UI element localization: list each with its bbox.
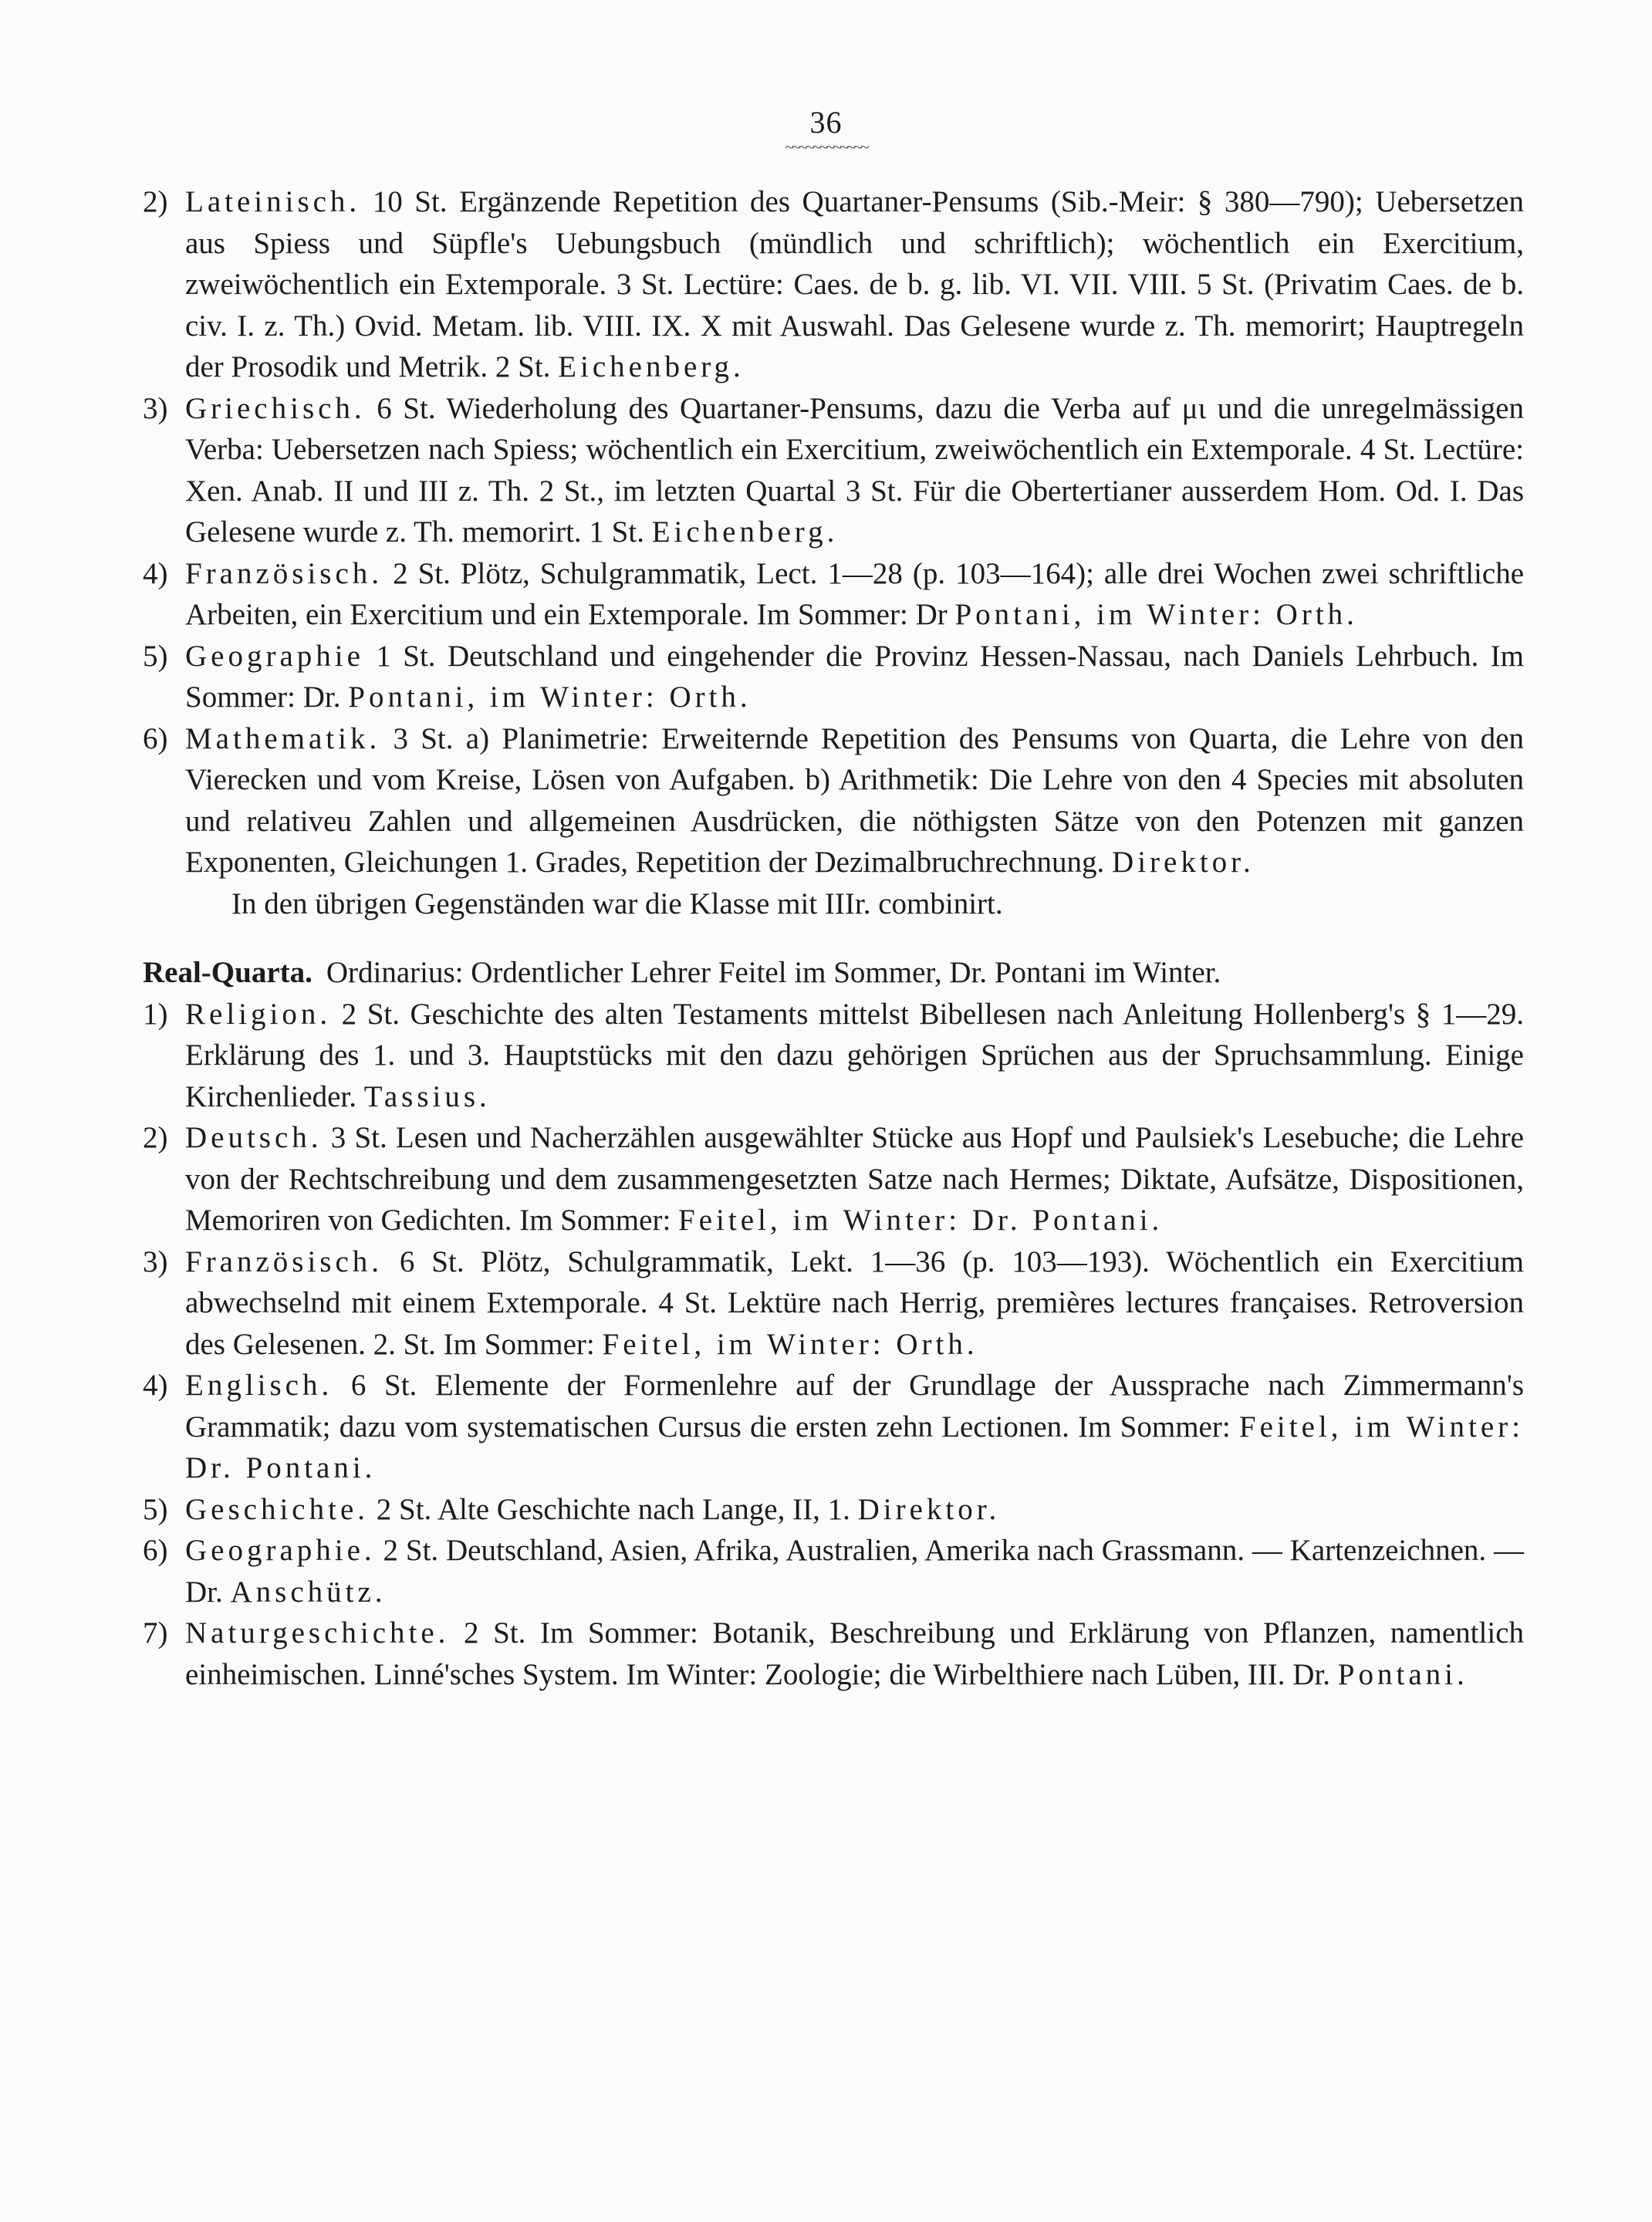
item-text: 10 St. Ergänzende Repetition des Quartaner-Pensums (Sib.-Meir: § 380—790); Uebersetzen aus Spiess und Süpfle's Uebungsbuch (mündlich und schriftlich); wöchentlich ein Exercitium, zweiwöchentlich ein Extemporale. 3 St. Lectüre: Caes. de b. g. lib. VI. VII. VIII. 5 St. (Privatim Caes. de b. civ. I. z. Th.) Ovid. Metam. lib. VIII. IX. X mit Auswahl. Das Gelesene wurde z. Th. memorirt; Hauptregeln der Prosodik und Metrik. 2 St. <box>185 185 1524 383</box>
item-teacher: Pontani. <box>1337 1657 1468 1691</box>
item-number: 7) <box>143 1616 168 1650</box>
item-text: 6 St. Elemente der Formenlehre auf der Grundlage der Aussprache nach Zimmermann's Grammatik; dazu vom systematischen Cursus die ersten zehn Lectionen. Im Sommer: <box>185 1369 1524 1444</box>
item-teacher: Direktor. <box>857 1492 1001 1526</box>
item-teacher: Pontani, im Winter: Orth. <box>348 680 752 714</box>
list-item <box>143 1241 1524 1366</box>
item-subject: Mathematik. <box>185 721 381 755</box>
item-subject: Naturgeschichte. <box>185 1616 450 1650</box>
item-subject: Geschichte. <box>185 1492 370 1526</box>
item-subject: Englisch. <box>185 1369 333 1402</box>
closing-note: In den übrigen Gegenständen war die Klasse mit IIIr. combinirt. <box>231 886 1003 920</box>
item-text: 2 St. Im Sommer: Botanik, Beschreibung und Erklärung von Pflanzen, namentlich einheimischen. Linné'sches System. Im Winter: Zoologie; die Wirbelthiere nach Lüben, III. Dr. <box>185 1616 1524 1691</box>
item-teacher: Anschütz. <box>230 1575 387 1609</box>
list-item <box>143 553 1524 636</box>
list-item <box>143 1530 1524 1612</box>
item-subject: Deutsch. <box>185 1121 323 1154</box>
item-text: 2 St. Alte Geschichte nach Lange, II, 1. <box>369 1492 858 1526</box>
item-subject: Griechisch. <box>185 391 366 425</box>
list-item <box>143 1489 1524 1531</box>
list-item <box>143 636 1524 718</box>
item-number: 6) <box>143 1534 168 1567</box>
item-number: 4) <box>143 1369 168 1402</box>
item-teacher: Feitel, im Winter: Dr. Pontani. <box>678 1204 1164 1237</box>
list-item <box>143 1117 1524 1241</box>
item-number: 3) <box>143 391 168 425</box>
list-item <box>143 1612 1524 1695</box>
item-subject: Geographie <box>185 639 364 673</box>
item-text: 3 St. Lesen und Nacherzählen ausgewählter Stücke aus Hopf und Paulsiek's Lesebuche; die Lehre von der Rechtschreibung und dem zusammengesetzten Satze nach Hermes; Diktate, Aufsätze, Dispositionen, Memoriren von Gedichten. Im Sommer: <box>185 1121 1524 1237</box>
item-subject: Religion. <box>185 997 332 1031</box>
item-number: 2) <box>143 185 168 218</box>
item-teacher: Feitel, im Winter: Dr. Pontani. <box>185 1410 1524 1484</box>
item-number: 5) <box>143 1492 168 1526</box>
item-number: 5) <box>143 639 168 673</box>
section-title: Real-Quarta. <box>143 956 312 989</box>
item-teacher: Pontani, im Winter: Orth. <box>954 598 1358 631</box>
item-text: 6 St. Wiederholung des Quartaner-Pensums, dazu die Verba auf μι und die unregelmässigen Verba: Uebersetzen nach Spiess; wöchentlich ein Exercitium, zweiwöchentlich ein Extemporale. 4 St. Lectüre: Xen. Anab. II und III z. Th. 2 St., im letzten Quartal 3 St. Für die Obertertianer ausserdem Hom. Od. I. Das Gelesene wurde z. Th. memorirt. 1 St. <box>185 391 1524 549</box>
list-item <box>143 718 1524 883</box>
page-number: 36 <box>809 105 843 140</box>
item-subject: Französisch. <box>185 556 383 590</box>
item-text: 2 St. Plötz, Schulgrammatik, Lect. 1—28 (p. 103—164); alle drei Wochen zwei schriftliche Arbeiten, ein Exercitium und ein Extemporale. Im Sommer: Dr <box>185 556 1524 631</box>
section-ordinarius: Ordinarius: Ordentlicher Lehrer Feitel im Sommer, Dr. Pontani im Winter. <box>326 956 1221 989</box>
item-text: 2 St. Geschichte des alten Testaments mittelst Bibellesen nach Anleitung Hollenberg's § 1—29. Erklärung des 1. und 3. Hauptstücks mit den dazu gehörigen Sprüchen aus der Spruchsammlung. Einige Kirchenlieder. <box>185 997 1524 1113</box>
item-text: 3 St. a) Planimetrie: Erweiternde Repetition des Pensums von Quarta, die Lehre von den Vierecken und vom Kreise, Lösen von Aufgaben. b) Arithmetik: Die Lehre von den 4 Species mit absoluten und relativeu Zahlen und allgemeinen Ausdrücken, die nöthigsten Sätze von den Potenzen mit ganzen Exponenten, Gleichungen 1. Grades, Repetition der Dezimalbruchrechnung. <box>185 721 1524 879</box>
item-number: 2) <box>143 1121 168 1154</box>
item-teacher: Eichenberg. <box>558 350 745 383</box>
list-item <box>143 388 1524 553</box>
item-teacher: Feitel, im Winter: Orth. <box>602 1327 978 1361</box>
list-item <box>143 181 1524 388</box>
page-number-ornament: ~~~~~~~~~~~~ <box>785 137 867 157</box>
item-teacher: Eichenberg. <box>651 515 839 549</box>
document-body <box>143 181 1524 1695</box>
list-item <box>143 1365 1524 1489</box>
item-teacher: Direktor. <box>1112 846 1255 879</box>
item-teacher: Tassius. <box>363 1079 491 1113</box>
section-heading <box>143 952 1524 994</box>
part2-list <box>143 994 1524 1696</box>
item-subject: Geographie. <box>185 1534 376 1567</box>
item-number: 4) <box>143 556 168 590</box>
item-text: 2 St. Deutschland, Asien, Afrika, Australien, Amerika nach Grassmann. — Kartenzeichnen. — Dr. <box>185 1534 1524 1609</box>
item-subject: Lateinisch. <box>185 185 361 218</box>
item-number: 6) <box>143 721 168 755</box>
item-number: 1) <box>143 997 168 1031</box>
part1-list <box>143 181 1524 924</box>
item-text: 1 St. Deutschland und eingehender die Provinz Hessen-Nassau, nach Daniels Lehrbuch. Im Sommer: Dr. <box>185 639 1524 714</box>
item-number: 3) <box>143 1244 168 1278</box>
item-text: 6 St. Plötz, Schulgrammatik, Lekt. 1—36 (p. 103—193). Wöchentlich ein Exercitium abwechselnd mit einem Extemporale. 4 St. Lektüre nach Herrig, premières lectures françaises. Retroversion des Gelesenen. 2. St. Im Sommer: <box>185 1244 1524 1361</box>
list-item <box>143 994 1524 1118</box>
item-subject: Französisch. <box>185 1244 383 1278</box>
